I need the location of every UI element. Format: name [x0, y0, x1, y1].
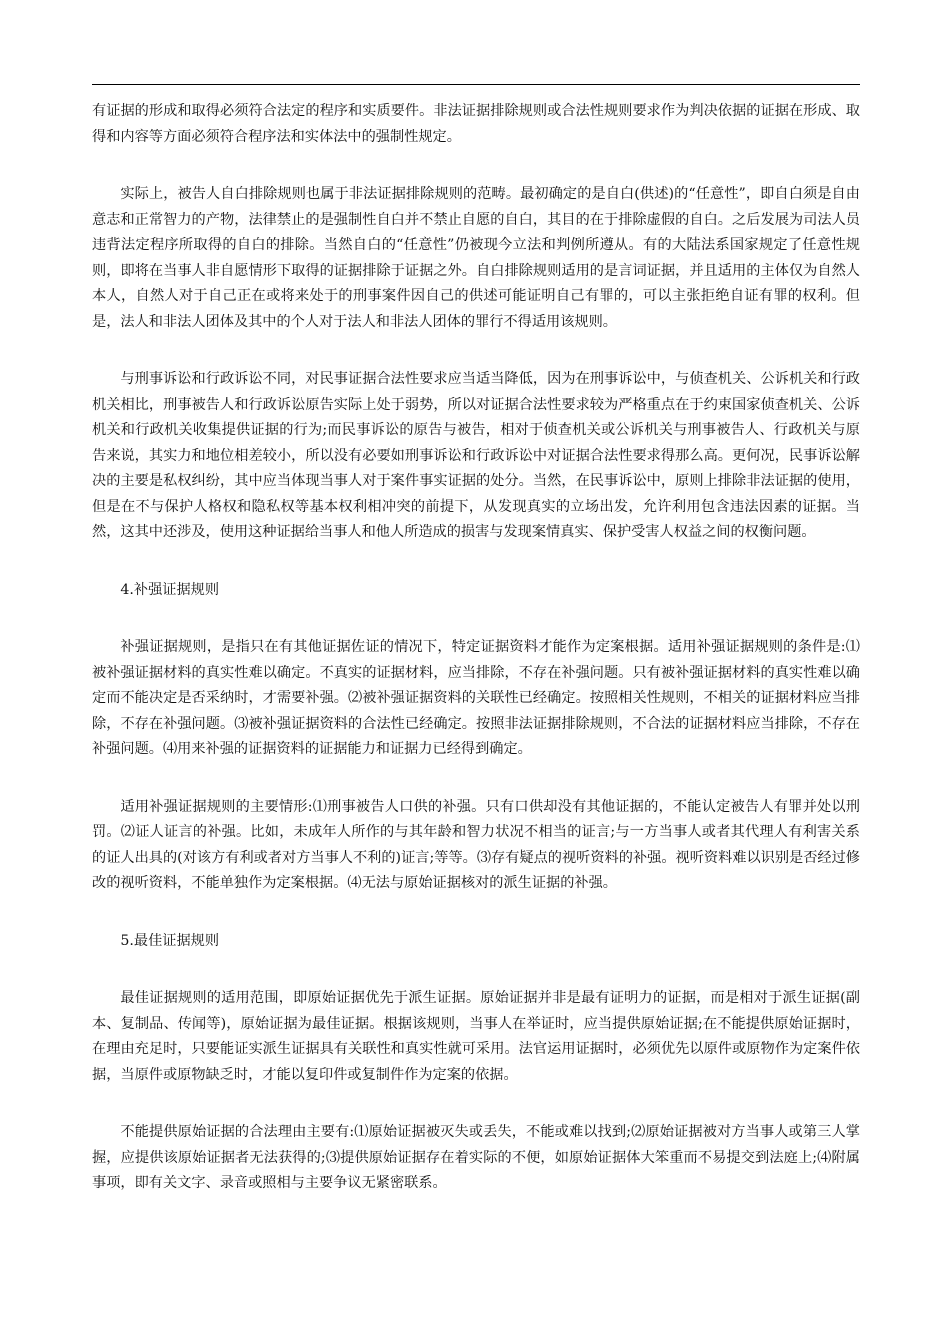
- document-body: [92, 99, 860, 1229]
- paragraph-7: 不能提供原始证据的合法理由主要有:⑴原始证据被灭失或丢失，不能或难以找到;⑵原始证据被对方当事人或第三人掌握，应提供该原始证据者无法获得的;⑶提供原始证据存在着实际的不便，如原始证据体大笨重而不易提交到法庭上;⑷附属事项，即有关文字、录音或照相与主要争议无紧密联系。: [92, 1124, 860, 1191]
- paragraph-4: 补强证据规则，是指只在有其他证据佐证的情况下，特定证据资料才能作为定案根据。适用补强证据规则的条件是:⑴被补强证据材料的真实性难以确定。不真实的证据材料，应当排除，不存在补强问题。只有被补强证据材料的真实性难以确定而不能决定是否采纳时，才需要补强。⑵被补强证据资料的关联性已经确定。按照相关性规则，不相关的证据材料应当排除，不存在补强问题。⑶被补强证据资料的合法性已经确定。按照非法证据排除规则，不合法的证据材料应当排除，不存在补强问题。⑷用来补强的证据资料的证据能力和证据力已经得到确定。: [92, 639, 860, 757]
- paragraph-1: 有证据的形成和取得必须符合法定的程序和实质要件。非法证据排除规则或合法性规则要求作为判决依据的证据在形成、取得和内容等方面必须符合程序法和实体法中的强制性规定。: [92, 103, 860, 145]
- paragraph-5: 适用补强证据规则的主要情形:⑴刑事被告人口供的补强。只有口供却没有其他证据的，不能认定被告人有罪并处以刑罚。⑵证人证言的补强。比如，未成年人所作的与其年龄和智力状况不相当的证言;与一方当事人或者其代理人有利害关系的证人出具的(对该方有利或者对方当事人不利的)证言;等等。⑶存有疑点的视听资料的补强。视听资料难以识别是否经过修改的视听资料，不能单独作为定案根据。⑷无法与原始证据核对的派生证据的补强。: [92, 798, 860, 891]
- header-rule: [92, 84, 860, 85]
- paragraph-6: 最佳证据规则的适用范围，即原始证据优先于派生证据。原始证据并非是最有证明力的证据，而是相对于派生证据(副本、复制品、传闻等)，原始证据为最佳证据。根据该规则，当事人在举证时，应当提供原始证据;在不能提供原始证据时，在理由充足时，只要能证实派生证据具有关联性和真实性就可采用。法官运用证据时，必须优先以原件或原物作为定案件依据，当原件或原物缺乏时，才能以复印件或复制件作为定案的依据。: [92, 990, 860, 1083]
- section-heading-4: 4.补强证据规则: [120, 581, 220, 598]
- section-heading-5: 5.最佳证据规则: [120, 932, 220, 949]
- paragraph-2: 实际上，被告人自白排除规则也属于非法证据排除规则的范畴。最初确定的是自白(供述)的“任意性”，即自白须是自由意志和正常智力的产物，法律禁止的是强制性自白并不禁止自愿的自白，其目的在于排除虚假的自白。之后发展为司法人员违背法定程序所取得的自白的排除。当然自白的“任意性”仍被现今立法和判例所遵从。有的大陆法系国家规定了任意性规则，即将在当事人非自愿情形下取得的证据排除于证据之外。自白排除规则适用的是言词证据，并且适用的主体仅为自然人本人，自然人对于自己正在或将来处于的刑事案件因自己的供述可能证明自己有罪的，可以主张拒绝自证有罪的权利。但是，法人和非法人团体及其中的个人对于法人和非法人团体的罪行不得适用该规则。: [92, 186, 860, 330]
- paragraph-3: 与刑事诉讼和行政诉讼不同，对民事证据合法性要求应当适当降低，因为在刑事诉讼中，与侦查机关、公诉机关和行政机关相比，刑事被告人和行政诉讼原告实际上处于弱势，所以对证据合法性要求较为严格重点在于约束国家侦查机关、公诉机关和行政机关收集提供证据的行为;而民事诉讼的原告与被告，相对于侦查机关或公诉机关与刑事被告人、行政机关与原告来说，其实力和地位相差较小，所以没有必要如刑事诉讼和行政诉讼中对证据合法性要求得那么高。更何况，民事诉讼解决的主要是私权纠纷，其中应当体现当事人对于案件事实证据的处分。当然，在民事诉讼中，原则上排除非法证据的使用，但是在不与保护人格权和隐私权等基本权利相冲突的前提下，从发现真实的立场出发，允许利用包含违法因素的证据。当然，这其中还涉及，使用这种证据给当事人和他人所造成的损害与发现案情真实、保护受害人权益之间的权衡问题。: [92, 371, 860, 540]
